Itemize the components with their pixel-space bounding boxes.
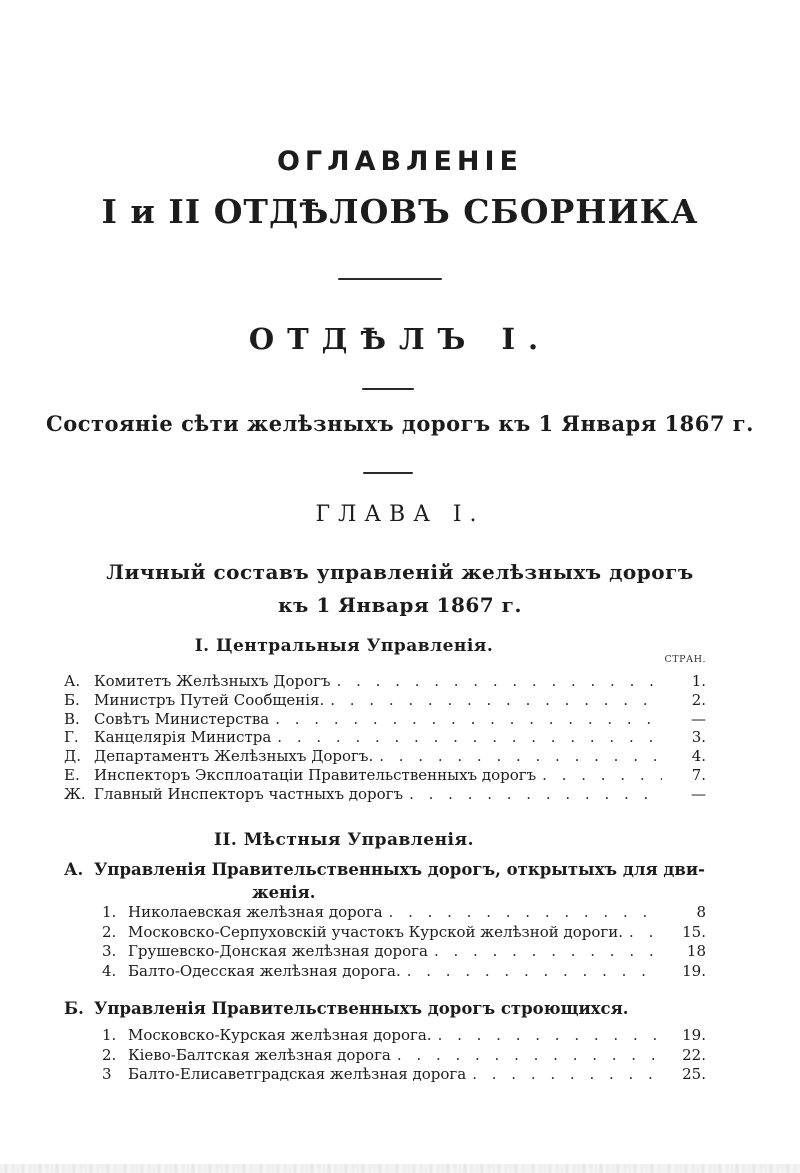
dot-leader	[269, 710, 662, 728]
entry-text: Канцелярія Министра	[94, 728, 272, 747]
toc-entry	[64, 747, 706, 766]
entry-label: 3.	[102, 942, 117, 960]
dot-leader	[536, 766, 662, 784]
entry-page: 22.	[682, 1045, 706, 1064]
entry-page: 2.	[691, 690, 706, 709]
entry-label: 3	[102, 1065, 112, 1083]
dot-leader	[271, 728, 662, 746]
dot-leader	[324, 691, 662, 709]
section2-heading: II. Мѣстныя Управленія.	[214, 830, 474, 850]
entry-label: Е.	[64, 765, 80, 784]
entry-label: Г.	[64, 728, 79, 747]
toc-entry	[64, 785, 706, 804]
toc-entry	[64, 1065, 706, 1085]
subsection-b-label: Б.	[64, 999, 84, 1018]
dot-leader	[403, 785, 662, 803]
entry-text: Московско-Серпуховскій участокъ Курской желѣзной дороги.	[128, 922, 624, 941]
entry-page: 25.	[682, 1065, 706, 1083]
divider-rule	[338, 278, 442, 280]
entry-text: Балто-Одесская желѣзная дорога.	[128, 961, 401, 980]
dot-leader	[401, 962, 662, 980]
entry-text: Совѣтъ Министерства	[94, 709, 270, 728]
entry-label: 1.	[102, 1026, 117, 1044]
entry-text: Кіево-Балтская желѣзная дорога	[128, 1045, 391, 1064]
chapter-title-line2: къ 1 Января 1867 г.	[278, 593, 522, 617]
entry-page: 19.	[682, 1026, 706, 1044]
dot-leader	[331, 672, 662, 690]
section-heading: ОТДѢЛЪ I.	[248, 322, 552, 356]
dot-leader	[432, 1026, 662, 1044]
entry-label: Б.	[64, 690, 80, 709]
chapter-heading: ГЛАВА I.	[315, 502, 485, 527]
entry-text: Грушевско-Донская желѣзная дорога	[128, 942, 428, 960]
toc-entry	[64, 962, 706, 982]
divider-rule	[363, 472, 413, 474]
entry-label: 1.	[102, 903, 117, 921]
toc-entry	[64, 672, 706, 691]
subsection-b-heading-text: Управленія Правительственныхъ дорогъ строющихся.	[94, 999, 629, 1018]
toc-entry	[64, 1046, 706, 1066]
entry-page: 3.	[691, 728, 706, 747]
entry-page: —	[691, 709, 706, 728]
entry-text: Балто-Елисаветградская желѣзная дорога	[128, 1065, 467, 1083]
dot-leader	[428, 942, 662, 960]
section-subtitle: Состояніе сѣти желѣзныхъ дорогъ къ 1 Января 1867 г.	[46, 411, 754, 436]
dot-leader	[383, 903, 662, 921]
toc-entry	[64, 942, 706, 962]
divider-rule	[362, 388, 414, 390]
subsection-a-label: А.	[64, 860, 84, 879]
chapter-title	[40, 556, 760, 622]
entry-page: 1.	[691, 672, 706, 690]
entry-label: 2.	[102, 922, 117, 941]
dot-leader	[466, 1065, 662, 1083]
toc-entry	[64, 728, 706, 747]
entry-text: Комитетъ Желѣзныхъ Дорогъ	[94, 672, 331, 690]
dot-leader	[623, 923, 662, 941]
subsection-b-entries	[64, 1026, 706, 1085]
page-title: ОГЛАВЛЕНІЕ	[276, 146, 523, 177]
toc-entry	[64, 766, 706, 785]
entry-page: 8	[696, 903, 706, 921]
entry-text: Инспекторъ Эксплоатаціи Правительственныхъ дорогъ	[94, 765, 537, 784]
entry-label: В.	[64, 709, 80, 728]
entry-page: 18	[686, 942, 706, 960]
subsection-a-entries	[64, 903, 706, 981]
page-subtitle: I и II ОТДѢЛОВЪ СБОРНИКА	[101, 192, 699, 231]
subsection-a-heading	[64, 860, 744, 879]
toc-entry	[64, 710, 706, 729]
entry-page: 7.	[691, 765, 706, 784]
page-column-header: СТРАН.	[664, 654, 706, 665]
section1-entries	[64, 672, 706, 804]
toc-entry	[64, 903, 706, 923]
entry-page: 19.	[682, 961, 706, 980]
entry-page: —	[691, 784, 706, 803]
dot-leader	[391, 1046, 662, 1064]
entry-text: Московско-Курская желѣзная дорога.	[128, 1026, 432, 1044]
chapter-title-line1: Личный составъ управленій желѣзныхъ дорогъ	[106, 560, 694, 584]
subsection-b-heading	[64, 999, 744, 1018]
entry-label: Д.	[64, 747, 81, 766]
entry-text: Главный Инспекторъ частныхъ дорогъ	[94, 784, 404, 803]
entry-text: Министръ Путей Сообщенія.	[94, 690, 325, 709]
subsection-a-heading-line1: Управленія Правительственныхъ дорогъ, открытыхъ для дви-	[94, 860, 705, 879]
entry-label: 4.	[102, 961, 117, 980]
scan-artifact-strip	[0, 1164, 800, 1173]
toc-entry	[64, 691, 706, 710]
entry-page: 4.	[691, 747, 706, 766]
entry-text: Николаевская желѣзная дорога	[128, 903, 383, 921]
dot-leader	[373, 747, 662, 765]
entry-page: 15.	[682, 922, 706, 941]
entry-label: 2.	[102, 1045, 117, 1064]
entry-label: А.	[64, 672, 81, 690]
section1-heading: I. Центральныя Управленія.	[194, 636, 494, 656]
subsection-a-heading-line2: женія.	[252, 883, 316, 902]
toc-entry	[64, 1026, 706, 1046]
entry-text: Департаментъ Желѣзныхъ Дорогъ.	[94, 747, 374, 766]
toc-entry	[64, 923, 706, 943]
entry-label: Ж.	[64, 784, 86, 803]
